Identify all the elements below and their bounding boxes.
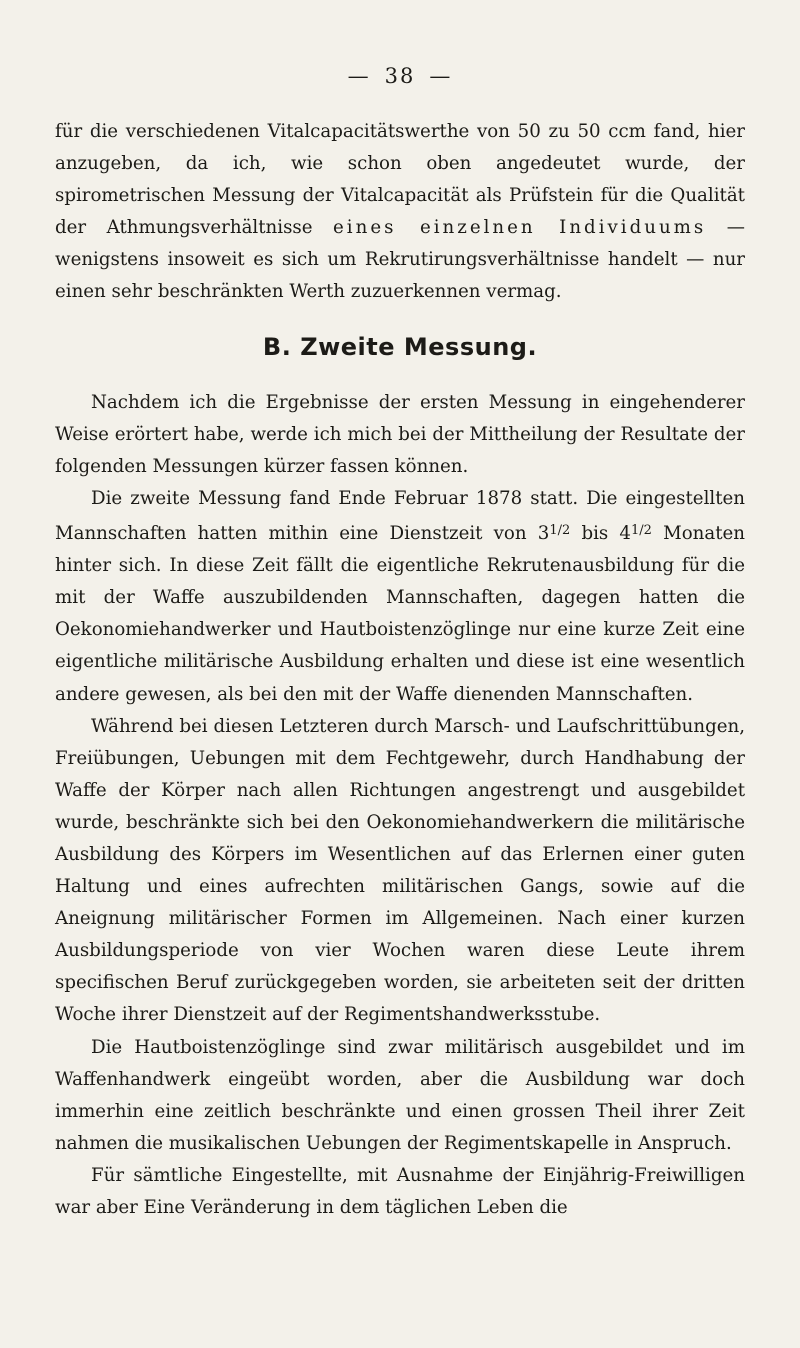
body-text [55, 116, 745, 1224]
page-number-dash-left: — [347, 64, 371, 88]
page-number-dash-right: — [429, 64, 453, 88]
page-number [55, 64, 745, 88]
fraction-1: 1/2 [549, 523, 571, 539]
paragraph-2: Nachdem ich die Ergebnisse der ersten Messung in eingehenderer Weise erörtert habe, werde ich mich bei der Mittheilung der Resultate der folgenden Messungen kürzer fassen können. [55, 391, 745, 477]
paragraph-1 [55, 116, 745, 309]
fraction-2: 1/2 [630, 523, 652, 539]
paragraph-1-emphasis: eines einzelnen Individuums [333, 217, 707, 239]
paragraph-5: Die Hautboistenzöglinge sind zwar militärisch ausgebildet und im Waffenhandwerk eingeübt worden, aber die Ausbildung war doch immerhin eine zeitlich beschränkte und einen grossen Theil ihrer Zeit nahmen die musikalischen Uebungen der Regimentskapelle in Anspruch. [55, 1036, 745, 1154]
paragraph-3-text-b: bis 4 [570, 523, 631, 545]
page-number-value: 38 [384, 64, 416, 88]
paragraph-3-text-c: Monaten hinter sich. In diese Zeit fällt die eigentliche Rekrutenausbildung für die mit der Waffe auszubildenden Mannschaften, dagegen hatten die Oekonomiehandwerker und Hautboistenzöglinge nur eine kurze Zeit eine eigentliche militärische Ausbildung erhalten und diese ist eine wesentlich andere gewesen, als bei den mit der Waffe dienenden Mannschaften. [55, 523, 745, 705]
paragraph-3-text-a: Die zweite Messung fand Ende Februar 1878 statt. Die eingestellten Mannschaften hatten mithin eine Dienstzeit von 3 [55, 487, 745, 545]
paragraph-1-text-a: für die verschiedenen Vitalcapacitätswerthe von 50 zu 50 ccm fand, hier anzugeben, da ich, wie schon oben angedeutet wurde, der spirometrischen Messung der Vitalcapacität als Prüfstein für die Qualität der Athmungsverhältnisse [55, 121, 745, 239]
paragraph-4: Während bei diesen Letzteren durch Marsch- und Laufschrittübungen, Freiübungen, Uebungen mit dem Fechtgewehr, durch Handhabung der Waffe der Körper nach allen Richtungen angestrengt und ausgebildet wurde, beschränkte sich bei den Oekonomiehandwerkern die militärische Ausbildung des Körpers im Wesentlichen auf das Erlernen einer guten Haltung und eines aufrechten militärischen Gangs, sowie auf die Aneignung militärischer Formen im Allgemeinen. Nach einer kurzen Ausbildungsperiode von vier Wochen waren diese Leute ihrem specifischen Beruf zurückgegeben worden, sie arbeiteten seit der dritten Woche ihrer Dienstzeit auf der Regimentshandwerksstube. [55, 715, 745, 1026]
paragraph-6: Für sämtliche Eingestellte, mit Ausnahme der Einjährig-Freiwilligen war aber Eine Veränderung in dem täglichen Leben die [55, 1164, 745, 1218]
paragraph-1-text-b: — wenigstens insoweit es sich um Rekrutirungsverhältnisse handelt — nur einen sehr beschränkten Werth zuzuerkennen vermag. [55, 217, 745, 303]
section-heading: B. Zweite Messung. [262, 332, 538, 361]
paragraph-3 [55, 483, 745, 711]
